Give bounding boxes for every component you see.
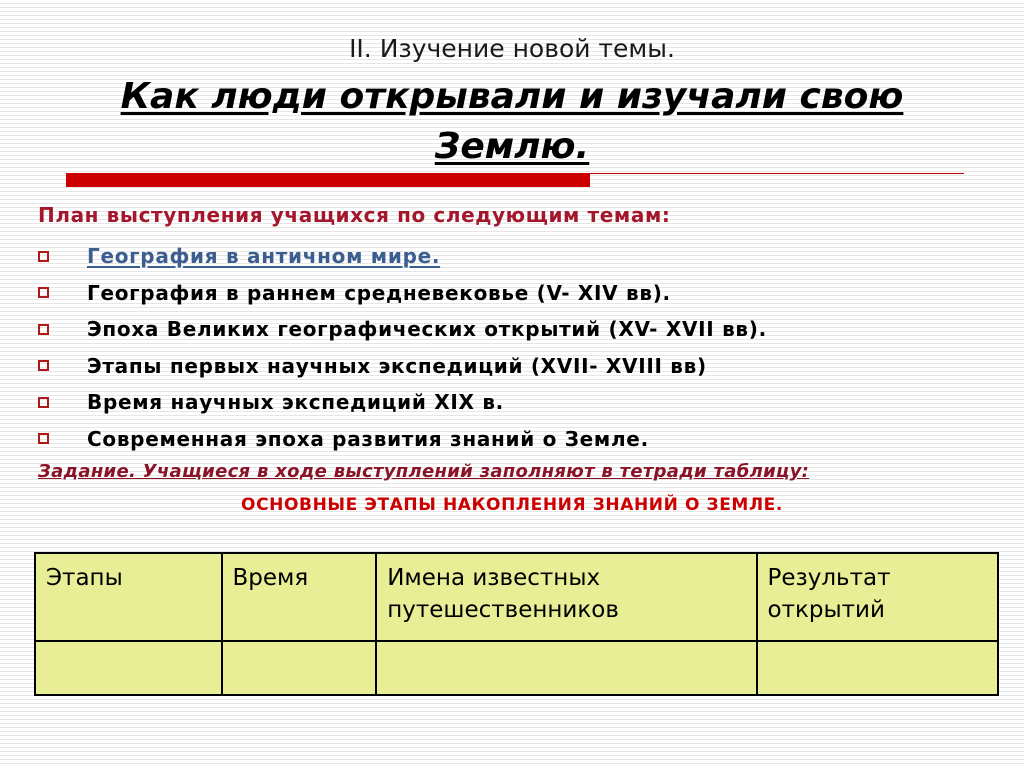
topic-label: Эпоха Великих географических открытий (XV- XVII вв). — [87, 317, 767, 342]
slide-title-line2: Землю. — [434, 126, 590, 167]
table-cell — [757, 641, 999, 695]
hollow-square-bullet-icon — [38, 324, 49, 335]
title-divider-thin — [590, 173, 964, 174]
topic-item-first-expeditions — [38, 348, 767, 385]
table-cell — [222, 641, 377, 695]
hollow-square-bullet-icon — [38, 360, 49, 371]
title-divider-thick — [66, 173, 590, 187]
hollow-square-bullet-icon — [38, 397, 49, 408]
topic-label: Время научных экспедиций XIX в. — [87, 390, 504, 415]
topic-item-great-discoveries — [38, 311, 767, 348]
table-row — [35, 641, 998, 695]
table-cell — [35, 641, 222, 695]
topic-label: География в раннем средневековье (V- XIV вв). — [87, 280, 671, 305]
task-instruction: Задание. Учащиеся в ходе выступлений заполняют в тетради таблицу: — [38, 461, 810, 482]
topic-item-early-middle-ages — [38, 275, 767, 312]
hollow-square-bullet-icon — [38, 433, 49, 444]
table-header-cell: Результат открытий — [757, 553, 999, 641]
topic-item-antiquity[interactable] — [38, 238, 767, 275]
topic-label: Этапы первых научных экспедиций (XVII- XVIII вв) — [87, 353, 707, 378]
slide-title-line1: Как люди открывали и изучали свою — [120, 76, 904, 117]
topic-label: Современная эпоха развития знаний о Земле. — [87, 426, 649, 451]
table-header-cell: Имена известных путешественников — [376, 553, 756, 641]
hollow-square-bullet-icon — [38, 287, 49, 298]
slide-subtitle: II. Изучение новой темы. — [349, 34, 675, 63]
table-header-row — [35, 553, 998, 641]
topic-item-19th-century — [38, 384, 767, 421]
topic-link-antiquity[interactable]: География в античном мире. — [87, 244, 441, 269]
table-header-cell: Время — [222, 553, 377, 641]
table-header-cell: Этапы — [35, 553, 222, 641]
topic-item-modern-era — [38, 421, 767, 458]
hollow-square-bullet-icon — [38, 251, 49, 262]
slide-title — [60, 72, 964, 172]
stages-table — [34, 552, 999, 696]
plan-heading: План выступления учащихся по следующим темам: — [38, 203, 671, 227]
topic-list — [38, 238, 767, 457]
table-cell — [376, 641, 756, 695]
table-title: ОСНОВНЫЕ ЭТАПЫ НАКОПЛЕНИЯ ЗНАНИЙ О ЗЕМЛЕ. — [241, 495, 783, 515]
